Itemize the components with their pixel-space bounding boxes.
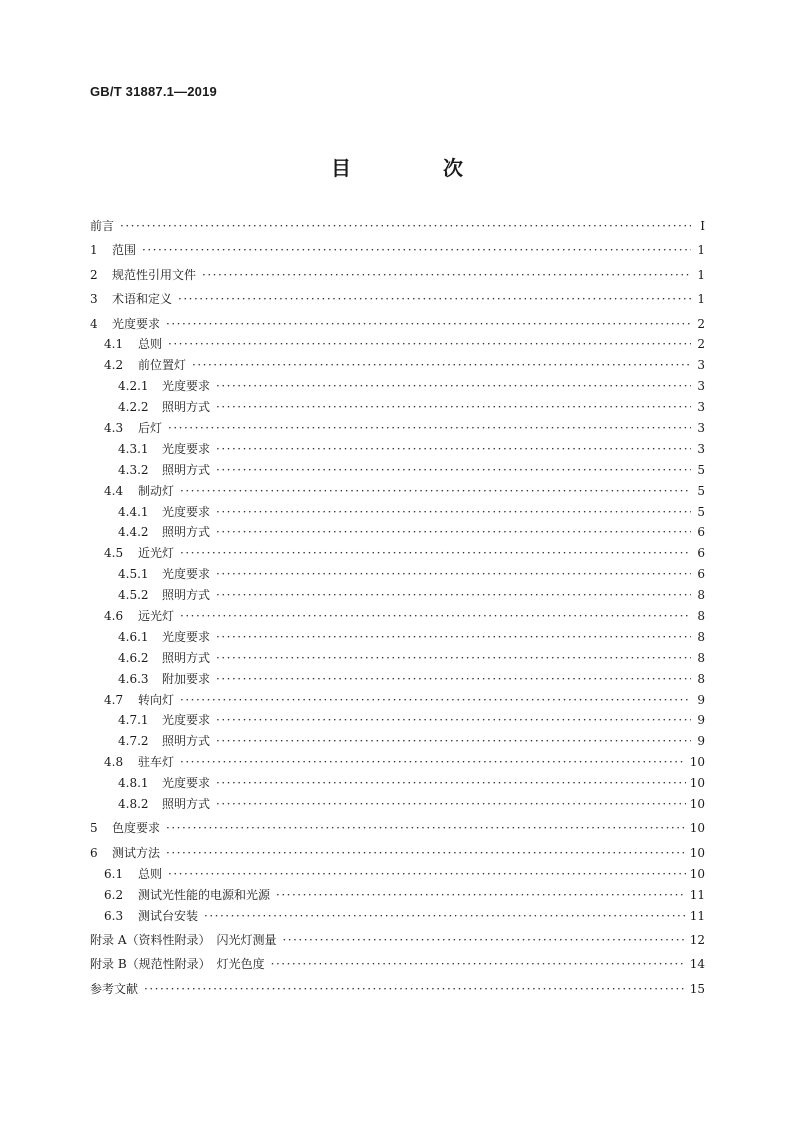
toc-entry-page: 5 <box>697 462 705 477</box>
toc-entry-number: 4.4 <box>104 483 124 498</box>
toc-entry-number: 4.2.1 <box>118 379 149 394</box>
toc-entry-number: 4.6 <box>104 609 124 624</box>
toc-entry[interactable] <box>90 864 705 885</box>
toc-entry[interactable] <box>90 906 705 927</box>
toc-leader-dots <box>216 376 691 397</box>
toc-entry-title: 范围 <box>112 243 137 258</box>
toc-entry[interactable] <box>90 627 705 648</box>
toc-entry-number: 4.4.1 <box>118 504 149 519</box>
toc-entry-title: 光度要求 <box>112 316 161 331</box>
toc-leader-dots <box>216 585 691 606</box>
toc-entry[interactable] <box>90 773 705 794</box>
toc-leader-dots <box>271 954 686 975</box>
toc-entry[interactable] <box>90 376 705 397</box>
toc-leader-dots <box>216 794 686 815</box>
toc-entry-page: 9 <box>697 692 705 707</box>
toc-entry-title: 前位置灯 <box>138 358 187 373</box>
toc-entry-page: 6 <box>697 525 705 540</box>
toc-leader-dots <box>168 864 686 885</box>
toc-entry-number: 5 <box>90 821 98 836</box>
toc-entry-title: 照明方式 <box>162 650 211 665</box>
toc-entry-title: 测试方法 <box>112 845 161 860</box>
toc-entry-page: 5 <box>697 504 705 519</box>
toc-entry[interactable] <box>90 954 705 975</box>
toc-entry-number: 6 <box>90 845 98 860</box>
toc-entry-page: 3 <box>697 358 705 373</box>
toc-entry-number: 4.3.2 <box>118 462 149 477</box>
toc-leader-dots <box>168 334 691 355</box>
toc-title: 目 次 <box>331 156 499 180</box>
toc-entry-title: 色度要求 <box>112 821 161 836</box>
toc-leader-dots <box>168 418 691 439</box>
toc-entry-number: 6.1 <box>104 866 124 881</box>
toc-entry-title: 光度要求 <box>162 713 211 728</box>
toc-entry-number: 1 <box>90 243 98 258</box>
toc-entry-page: 8 <box>697 671 705 686</box>
toc-leader-dots <box>216 669 691 690</box>
toc-entry-page: 3 <box>697 379 705 394</box>
toc-leader-dots <box>166 818 686 839</box>
toc-entry-page: 6 <box>697 567 705 582</box>
toc-leader-dots <box>216 439 691 460</box>
toc-leader-dots <box>216 522 691 543</box>
toc-entry-title: 测试台安装 <box>138 908 199 923</box>
toc-entry-number: 4.8.1 <box>118 776 149 791</box>
toc-entry-title: 光度要求 <box>162 776 211 791</box>
toc-leader-dots <box>216 460 691 481</box>
toc-entry[interactable] <box>90 885 705 906</box>
toc-entry[interactable] <box>90 585 705 606</box>
toc-entry-title: 参考文献 <box>90 981 139 996</box>
toc-entry-page: 6 <box>697 546 705 561</box>
toc-entry[interactable] <box>90 794 705 815</box>
toc-entry-title: 附录 B（规范性附录） 灯光色度 <box>90 957 265 972</box>
toc-entry-page: 12 <box>689 932 705 947</box>
toc-entry-page: 3 <box>697 421 705 436</box>
toc-entry-page: 8 <box>697 629 705 644</box>
table-of-contents <box>90 216 705 1000</box>
toc-entry-number: 4.7 <box>104 692 124 707</box>
toc-entry-page: 11 <box>689 887 705 902</box>
toc-entry[interactable] <box>90 265 705 286</box>
toc-entry-page: 15 <box>689 981 705 996</box>
toc-entry-title: 光度要求 <box>162 379 211 394</box>
toc-entry[interactable] <box>90 502 705 523</box>
toc-entry-page: 2 <box>697 337 705 352</box>
toc-entry-page: 10 <box>689 845 705 860</box>
toc-entry-number: 2 <box>90 267 98 282</box>
toc-entry-title: 规范性引用文件 <box>112 267 197 282</box>
toc-leader-dots <box>216 397 691 418</box>
toc-entry[interactable] <box>90 439 705 460</box>
toc-entry-page: Ⅰ <box>700 219 705 233</box>
toc-entry[interactable] <box>90 752 705 773</box>
toc-entry-page: 5 <box>697 483 705 498</box>
toc-entry[interactable] <box>90 606 705 627</box>
toc-leader-dots <box>216 731 691 752</box>
toc-entry-page: 14 <box>689 957 705 972</box>
toc-leader-dots <box>166 843 686 864</box>
toc-entry-title: 照明方式 <box>162 525 211 540</box>
toc-entry-number: 4.8.2 <box>118 797 149 812</box>
toc-entry[interactable] <box>90 418 705 439</box>
toc-leader-dots <box>192 355 691 376</box>
toc-entry-page: 2 <box>697 316 705 331</box>
toc-entry-title: 转向灯 <box>138 692 175 707</box>
toc-entry-title: 附录 A（资料性附录） 闪光灯测量 <box>90 932 277 947</box>
toc-leader-dots <box>216 648 691 669</box>
toc-entry-page: 10 <box>689 797 705 812</box>
toc-entry-title: 制动灯 <box>138 483 175 498</box>
toc-entry-page: 3 <box>697 441 705 456</box>
toc-entry[interactable] <box>90 669 705 690</box>
toc-entry-title: 测试光性能的电源和光源 <box>138 887 271 902</box>
toc-entry[interactable] <box>90 289 705 310</box>
toc-entry-page: 8 <box>697 588 705 603</box>
toc-entry-title: 照明方式 <box>162 400 211 415</box>
standard-code: GB/T 31887.1—2019 <box>90 84 217 99</box>
toc-entry-number: 4.3 <box>104 421 124 436</box>
toc-entry-title: 照明方式 <box>162 588 211 603</box>
toc-entry[interactable] <box>90 843 705 864</box>
toc-entry-page: 1 <box>697 243 705 258</box>
toc-leader-dots <box>180 543 691 564</box>
toc-entry[interactable] <box>90 979 705 1000</box>
toc-leader-dots <box>276 885 686 906</box>
toc-entry-number: 3 <box>90 292 98 307</box>
toc-leader-dots <box>120 216 691 237</box>
toc-entry[interactable] <box>90 564 705 585</box>
toc-leader-dots <box>166 314 691 335</box>
toc-leader-dots <box>204 906 686 927</box>
toc-entry-page: 3 <box>697 400 705 415</box>
toc-leader-dots <box>144 979 686 1000</box>
toc-entry-number: 4.5.2 <box>118 588 149 603</box>
toc-leader-dots <box>216 773 686 794</box>
toc-entry-title: 远光灯 <box>138 609 175 624</box>
toc-entry-number: 4 <box>90 316 98 331</box>
toc-entry-number: 4.6.3 <box>118 671 149 686</box>
toc-leader-dots <box>282 930 685 951</box>
toc-entry-page: 1 <box>697 267 705 282</box>
toc-leader-dots <box>202 265 691 286</box>
toc-entry[interactable] <box>90 818 705 839</box>
toc-entry-title: 总则 <box>138 866 163 881</box>
toc-entry[interactable] <box>90 460 705 481</box>
toc-entry[interactable] <box>90 397 705 418</box>
toc-leader-dots <box>216 710 691 731</box>
toc-entry-number: 4.1 <box>104 337 124 352</box>
toc-entry[interactable] <box>90 930 705 951</box>
toc-entry-title: 后灯 <box>138 421 163 436</box>
toc-entry-title: 总则 <box>138 337 163 352</box>
toc-entry-number: 4.6.1 <box>118 629 149 644</box>
toc-entry-number: 4.5 <box>104 546 124 561</box>
toc-entry-title: 光度要求 <box>162 567 211 582</box>
toc-entry-title: 光度要求 <box>162 504 211 519</box>
toc-entry-number: 4.5.1 <box>118 567 149 582</box>
toc-leader-dots <box>180 752 686 773</box>
toc-leader-dots <box>216 564 691 585</box>
toc-entry[interactable] <box>90 522 705 543</box>
toc-entry-number: 4.7.1 <box>118 713 149 728</box>
toc-entry[interactable] <box>90 216 705 237</box>
toc-entry-number: 4.7.2 <box>118 734 149 749</box>
toc-entry-number: 4.4.2 <box>118 525 149 540</box>
toc-leader-dots <box>216 502 691 523</box>
toc-entry-title: 前言 <box>90 219 115 233</box>
toc-entry[interactable] <box>90 710 705 731</box>
toc-entry[interactable] <box>90 240 705 261</box>
toc-entry-number: 4.2.2 <box>118 400 149 415</box>
toc-entry[interactable] <box>90 355 705 376</box>
toc-entry[interactable] <box>90 334 705 355</box>
toc-leader-dots <box>180 606 691 627</box>
toc-leader-dots <box>180 481 691 502</box>
toc-entry[interactable] <box>90 543 705 564</box>
toc-entry-title: 光度要求 <box>162 629 211 644</box>
toc-entry-page: 10 <box>689 755 705 770</box>
toc-entry-page: 9 <box>697 713 705 728</box>
toc-leader-dots <box>216 627 691 648</box>
toc-entry-number: 4.6.2 <box>118 650 149 665</box>
toc-entry-title: 术语和定义 <box>112 292 173 307</box>
toc-entry-number: 4.3.1 <box>118 441 149 456</box>
toc-entry-page: 10 <box>689 776 705 791</box>
toc-entry-title: 照明方式 <box>162 734 211 749</box>
toc-entry-title: 驻车灯 <box>138 755 175 770</box>
toc-entry-title: 附加要求 <box>162 671 211 686</box>
toc-leader-dots <box>142 240 691 261</box>
toc-entry-page: 10 <box>689 866 705 881</box>
toc-entry[interactable] <box>90 481 705 502</box>
toc-entry-title: 近光灯 <box>138 546 175 561</box>
toc-entry-title: 光度要求 <box>162 441 211 456</box>
toc-entry-page: 9 <box>697 734 705 749</box>
toc-entry[interactable] <box>90 648 705 669</box>
toc-entry[interactable] <box>90 314 705 335</box>
toc-entry-number: 4.2 <box>104 358 124 373</box>
toc-entry-page: 8 <box>697 650 705 665</box>
toc-entry[interactable] <box>90 690 705 711</box>
toc-entry-page: 8 <box>697 609 705 624</box>
toc-entry-number: 6.3 <box>104 908 124 923</box>
toc-entry-title: 照明方式 <box>162 462 211 477</box>
toc-entry-number: 6.2 <box>104 887 124 902</box>
toc-entry-page: 11 <box>689 908 705 923</box>
toc-entry-title: 照明方式 <box>162 797 211 812</box>
toc-entry[interactable] <box>90 731 705 752</box>
toc-entry-page: 10 <box>689 821 705 836</box>
toc-leader-dots <box>180 690 691 711</box>
toc-leader-dots <box>178 289 691 310</box>
toc-entry-number: 4.8 <box>104 755 124 770</box>
toc-entry-page: 1 <box>697 292 705 307</box>
